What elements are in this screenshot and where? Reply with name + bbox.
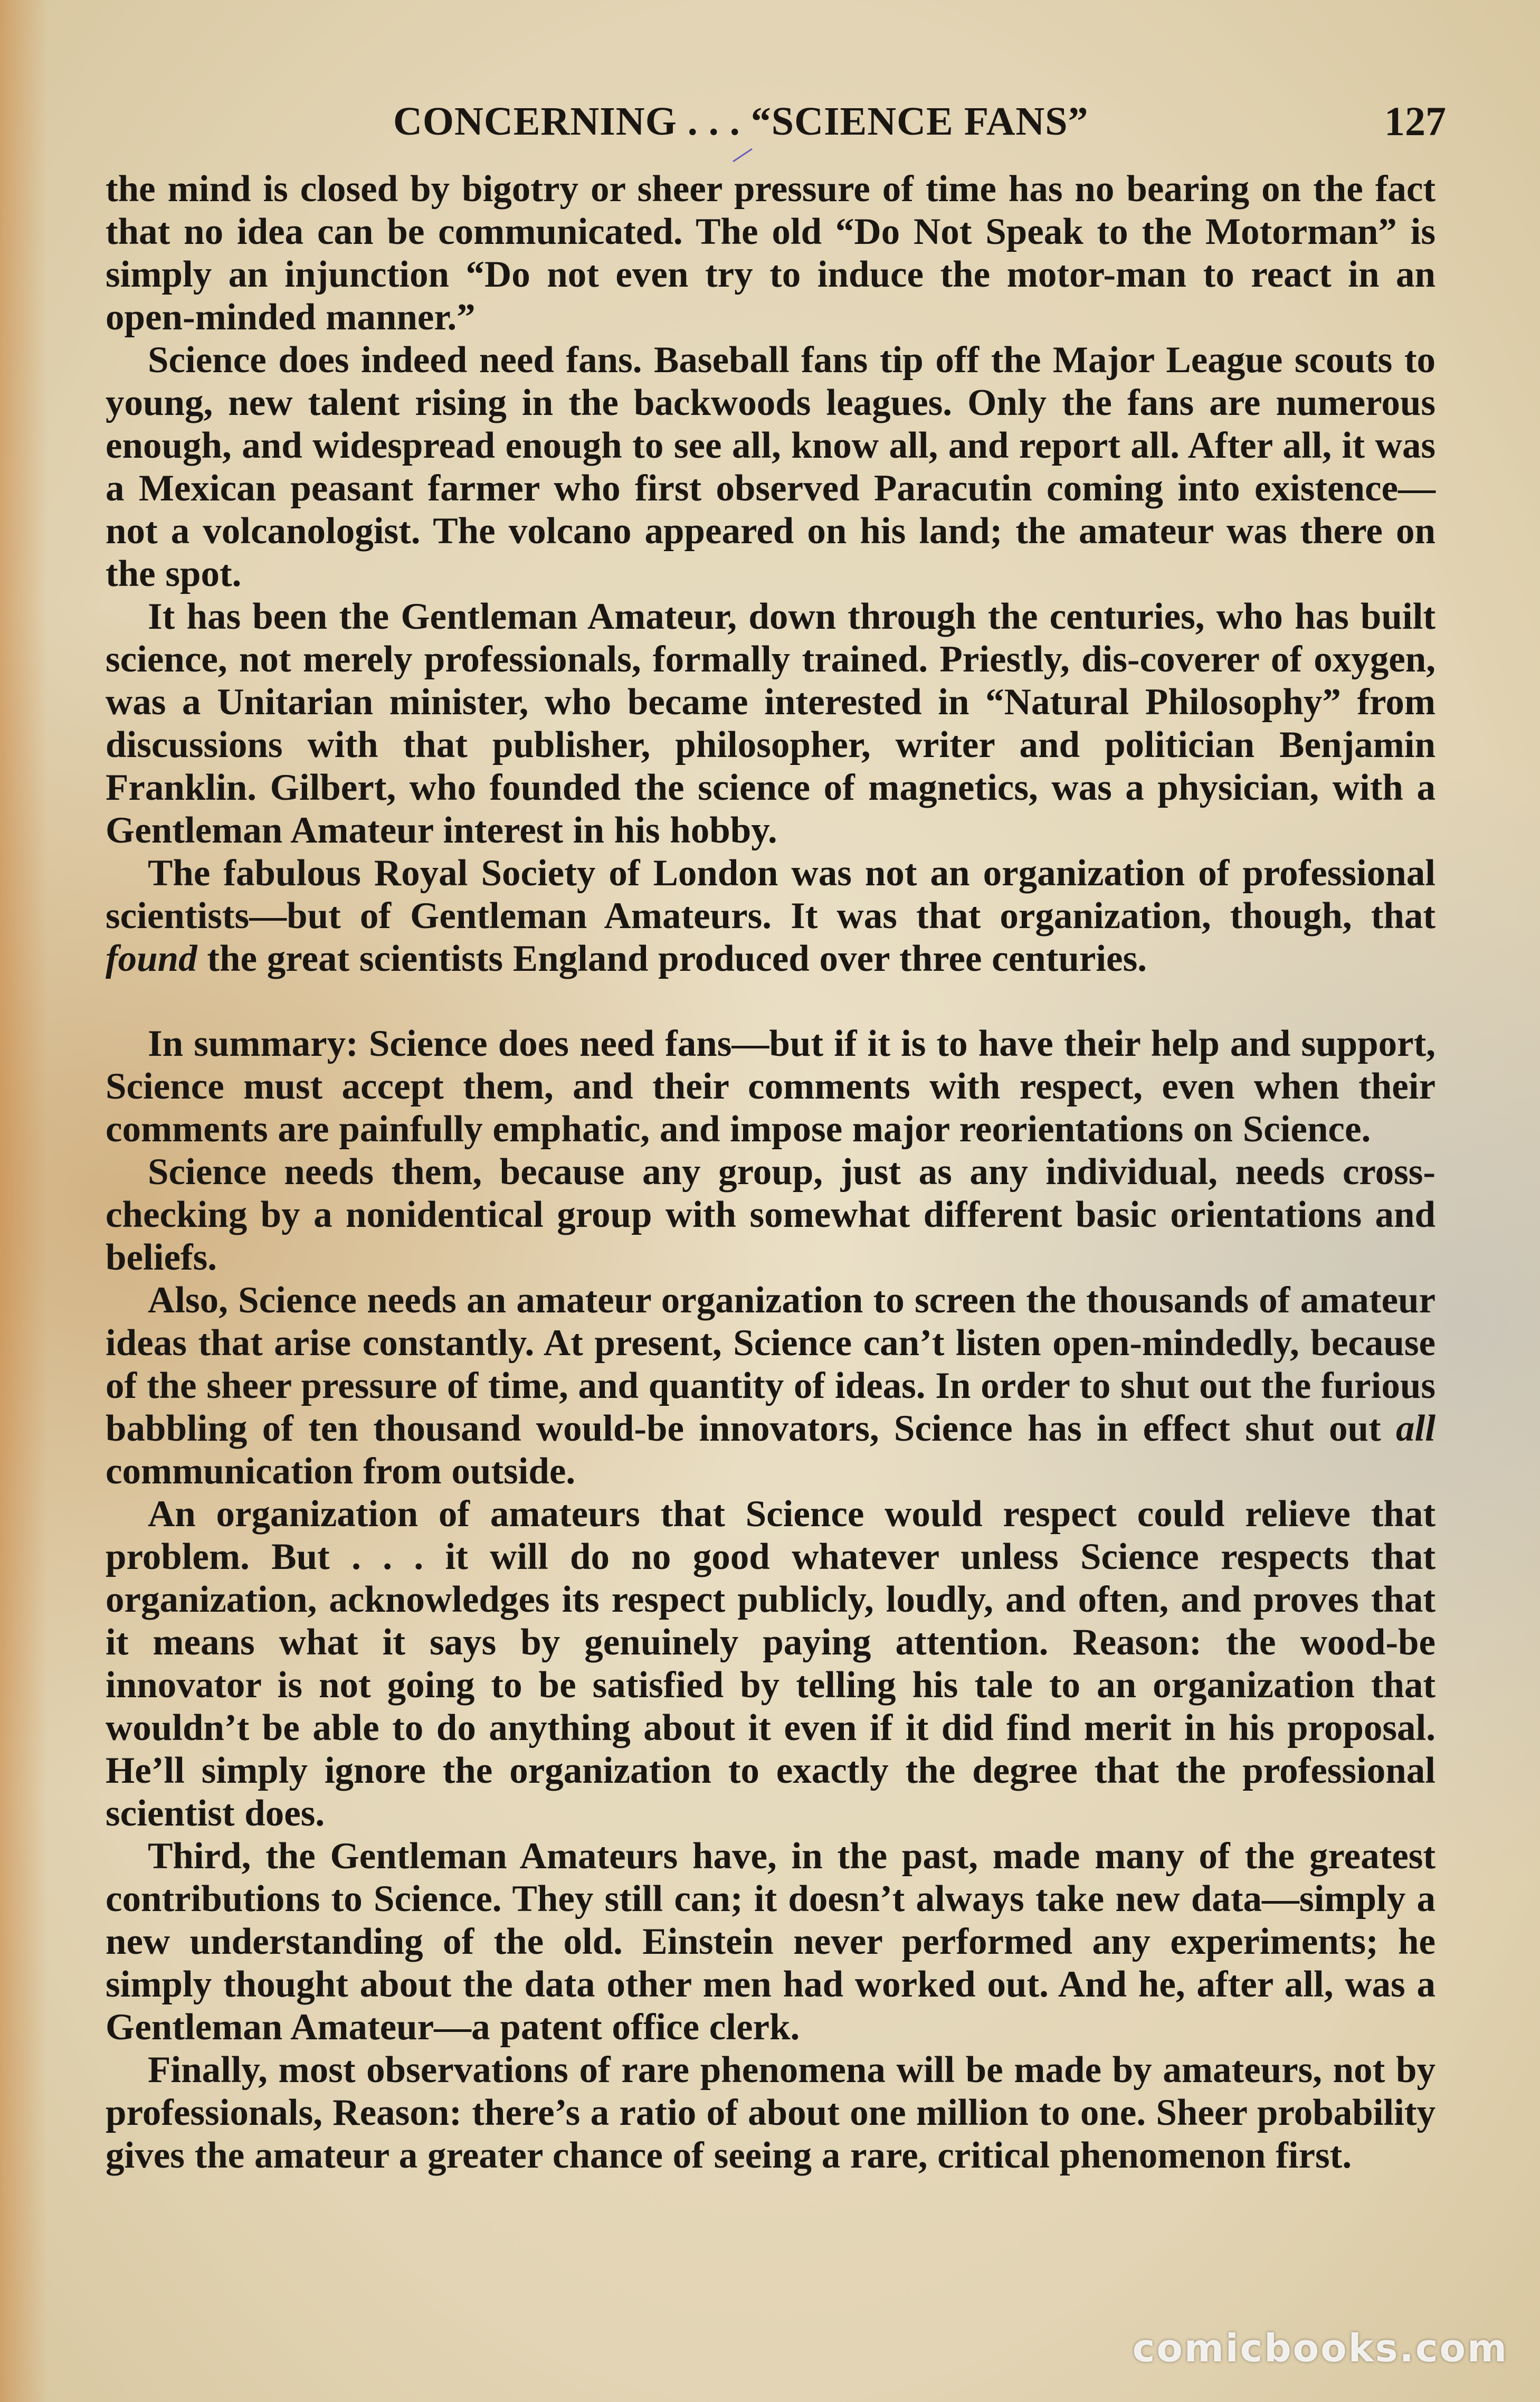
paragraph: [106, 168, 1436, 339]
page-number: 127: [1384, 98, 1446, 144]
paragraph-text: In summary: Science does need fans—but if it is to have their help and support, Science must accept them, and their comments with respect, even when their comments are painfully emphatic, and impose major reorientations on Science.: [106, 1023, 1436, 1150]
paragraph-text: Science needs them, because any group, just as any individual, needs cross-checking by a nonidentical group with somewhat different basic orientations and beliefs.: [106, 1151, 1436, 1278]
paragraph: [106, 1835, 1436, 2049]
paragraph-text: The fabulous Royal Society of London was not an organization of professional scientists—but of Gentleman Amateurs. It was that organization, though, that: [106, 853, 1436, 937]
watermark: comicbooks.com: [1132, 2326, 1508, 2370]
page-edge-stain: [0, 0, 47, 2402]
paragraph-text: Science does indeed need fans. Baseball fans tip off the Major League scouts to young, new talent rising in the backwoods leagues. Only the fans are numerous enough, and widespread enough to see all, know all, and report all. After all, it was a Mexican peasant farmer who first observed Paracutin coming into existence—not a volcanologist. The volcano appeared on his land; the amateur was there on the spot.: [106, 339, 1436, 594]
page-header: [106, 92, 1446, 150]
italic-text: found: [106, 938, 197, 979]
paragraph-text: Also, Science needs an amateur organization to screen the thousands of amateur ideas that arise constantly. At present, Science can’t listen open-mindedly, because of the sheer pressure of time, and quantity of ideas. In order to shut out the furious babbling of ten thousand would-be innovators, Science has in effect shut out: [106, 1280, 1436, 1449]
paragraph: [106, 1023, 1436, 1151]
paragraph-text: communication from outside.: [106, 1451, 576, 1492]
section-break: [106, 980, 1436, 1023]
paragraph: [106, 1151, 1436, 1279]
paragraph-text: the great scientists England produced over three centuries.: [197, 938, 1147, 979]
paragraph: [106, 2049, 1436, 2177]
paragraph-text: It has been the Gentleman Amateur, down through the centuries, who has built science, not merely professionals, formally trained. Priestly, dis-coverer of oxygen, was a Unitarian minister, who became interested in “Natural Philosophy” from discussions with that publisher, philosopher, writer and politician Benjamin Franklin. Gilbert, who founded the science of magnetics, was a physician, with a Gentleman Amateur interest in his hobby.: [106, 596, 1436, 851]
paragraph: [106, 595, 1436, 852]
paragraph-text: Third, the Gentleman Amateurs have, in the past, made many of the greatest contributions to Science. They still can; it doesn’t always take new data—simply a new understanding of the old. Einstein never performed any experiments; he simply thought about the data other men had worked out. And he, after all, was a Gentleman Amateur—a patent office clerk.: [106, 1836, 1436, 2048]
paragraph-text: the mind is closed by bigotry or sheer pressure of time has no bearing on the fact that no idea can be communicated. The old “Do Not Speak to the Motorman” is simply an injunction “Do not even try to induce the motor-man to react in an open-minded manner.”: [106, 168, 1436, 338]
paragraph-text: Finally, most observations of rare phenomena will be made by amateurs, not by professionals, Reason: there’s a ratio of about one million to one. Sheer probability gives the amateur a greater chance of seeing a rare, critical phenomenon first.: [106, 2049, 1436, 2176]
italic-text: all: [1396, 1408, 1436, 1449]
paragraph: [106, 852, 1436, 980]
paragraph: [106, 339, 1436, 595]
body-text: [106, 168, 1436, 2177]
paragraph: [106, 1279, 1436, 1493]
running-head: CONCERNING . . . “SCIENCE FANS”: [393, 99, 1089, 144]
paragraph: [106, 1493, 1436, 1835]
pen-mark: [731, 144, 763, 165]
paragraph-text: An organization of amateurs that Science would respect could relieve that problem. But . . . it will do no good whatever unless Science respects that organization, acknowledges its respect publicly, loudly, and often, and proves that it means what it says by genuinely paying attention. Reason: the wood-be innovator is not going to be satisfied by telling his tale to an organization that wouldn’t be able to do anything about it even if it did find merit in his proposal. He’ll simply ignore the organization to exactly the degree that the professional scientist does.: [106, 1493, 1436, 1834]
